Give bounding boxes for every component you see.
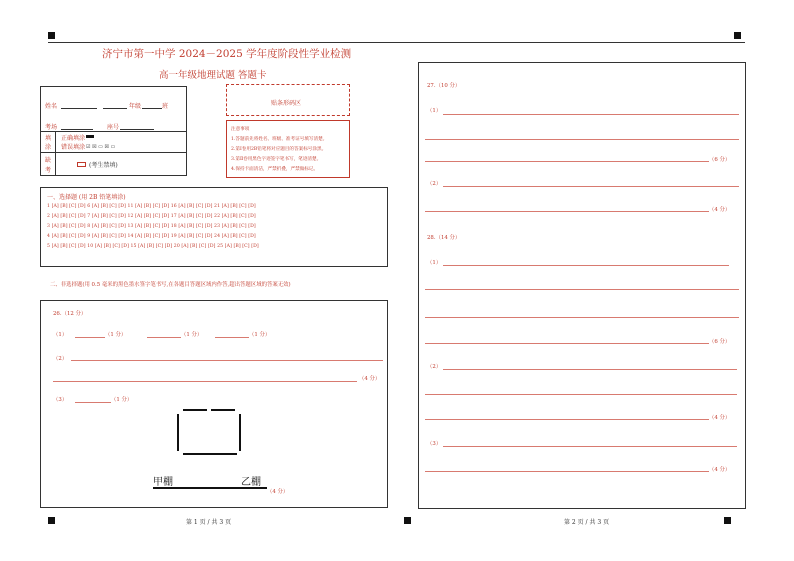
grade-field[interactable] bbox=[103, 108, 127, 109]
right-page-frame bbox=[418, 62, 746, 509]
name-field[interactable] bbox=[61, 108, 97, 109]
q28-part1-line-1[interactable] bbox=[443, 265, 729, 266]
q28-heading: 28.（14 分） bbox=[427, 235, 461, 241]
page-number-left: 第 1 页 / 共 3 页 bbox=[186, 519, 232, 526]
q26-part2-label: （2） bbox=[53, 356, 68, 362]
q26-part3-blank[interactable] bbox=[75, 402, 111, 403]
q28-part3-label: （3） bbox=[427, 441, 442, 447]
grade-label: 年级 bbox=[129, 103, 142, 110]
seat-label: 座号 bbox=[107, 124, 120, 131]
name-label: 姓名 bbox=[45, 103, 58, 110]
q28-part2-line-1[interactable] bbox=[443, 369, 737, 370]
note-item-2: 2.第Ⅰ卷用2B铅笔将对应题目的答案标号涂黑。 bbox=[231, 147, 327, 152]
q26-part3-label: （3） bbox=[53, 397, 68, 403]
note-item-1: 1.答题前先将姓名、班级、准考证号填写清楚。 bbox=[231, 137, 328, 142]
q28-part3-score: （4 分） bbox=[709, 467, 731, 473]
q26-heading: 26.（12 分） bbox=[53, 311, 87, 317]
choice-section-title: 一、选择题 (用 2B 铅笔填涂) bbox=[47, 194, 126, 201]
fill-label-2: 涂 bbox=[45, 144, 52, 151]
absent-note: (考生禁填) bbox=[89, 162, 118, 169]
q28-part1-line-2[interactable] bbox=[425, 289, 739, 290]
q26-blank-1-score: （1 分） bbox=[105, 332, 127, 338]
q27-heading: 27.（10 分） bbox=[427, 83, 461, 89]
corner-marker-bottom-center bbox=[404, 517, 411, 524]
corner-marker-top-left bbox=[48, 32, 55, 39]
choice-row-2[interactable]: 2 [A] [B] [C] [D] 7 [A] [B] [C] [D] 12 [A] [B] [C] [D] 17 [A] [B] [C] [D] 22 [A] [B] [C] [D] bbox=[47, 214, 256, 219]
q28-part1-score: （6 分） bbox=[709, 339, 731, 345]
q26-blank-2[interactable] bbox=[147, 337, 181, 338]
q28-part1-label: （1） bbox=[427, 260, 442, 266]
q26-part1-label: （1） bbox=[53, 332, 68, 338]
q27-part1-score: （6 分） bbox=[709, 157, 731, 163]
q28-part3-line-1[interactable] bbox=[443, 446, 737, 447]
q26-diagram-score: （4 分） bbox=[267, 489, 289, 495]
non-choice-section-title: 二、非选择题(用 0.5 毫米的黑色墨水签字笔书写,在各题目答题区域内作答,超出答题区域的答案无效) bbox=[50, 282, 291, 288]
card-subtitle: 高一年级地理试题 答题卡 bbox=[159, 70, 267, 81]
info-divider-1 bbox=[41, 131, 186, 132]
absent-label-2: 考 bbox=[45, 167, 52, 174]
q28-part2-label: （2） bbox=[427, 364, 442, 370]
diagram-top-left-bracket bbox=[183, 409, 207, 411]
fill-label-1: 填 bbox=[45, 135, 52, 142]
exam-room-label: 考场 bbox=[45, 124, 58, 131]
corner-marker-top-right bbox=[734, 32, 741, 39]
q27-part1-line-3[interactable] bbox=[425, 161, 709, 162]
q26-blank-1[interactable] bbox=[75, 337, 105, 338]
absent-column-divider bbox=[55, 152, 56, 176]
q26-part3-score: （1 分） bbox=[111, 397, 133, 403]
note-item-4: 4.保持卡面清洁，严禁折叠，严禁做标记。 bbox=[231, 167, 319, 172]
choice-row-5[interactable]: 5 [A] [B] [C] [D] 10 [A] [B] [C] [D] 15 [A] [B] [C] [D] 20 [A] [B] [C] [D] 25 [A] [B] [C] [D] bbox=[47, 244, 259, 249]
absent-label-1: 缺 bbox=[45, 157, 52, 164]
choice-row-1[interactable]: 1 [A] [B] [C] [D] 6 [A] [B] [C] [D] 11 [A] [B] [C] [D] 16 [A] [B] [C] [D] 21 [A] [B] [C] [D] bbox=[47, 204, 256, 209]
top-rule bbox=[48, 42, 745, 43]
greenhouse-a-label: 甲棚 bbox=[153, 477, 173, 488]
choice-section-box bbox=[40, 187, 388, 267]
student-info-box bbox=[40, 86, 187, 176]
page-number-right: 第 2 页 / 共 3 页 bbox=[564, 519, 610, 526]
q26-blank-3[interactable] bbox=[215, 337, 249, 338]
q28-part2-score: （4 分） bbox=[709, 415, 731, 421]
notes-title: 注意事项 bbox=[231, 127, 250, 132]
q27-part2-score: （4 分） bbox=[709, 207, 731, 213]
choice-row-4[interactable]: 4 [A] [B] [C] [D] 9 [A] [B] [C] [D] 14 [A] [B] [C] [D] 19 [A] [B] [C] [D] 24 [A] [B] [C] [D] bbox=[47, 234, 256, 239]
corner-marker-bottom-left bbox=[48, 517, 55, 524]
exam-room-field[interactable] bbox=[61, 129, 93, 130]
choice-row-3[interactable]: 3 [A] [B] [C] [D] 8 [A] [B] [C] [D] 13 [A] [B] [C] [D] 18 [A] [B] [C] [D] 23 [A] [B] [C] [D] bbox=[47, 224, 256, 229]
info-divider-2 bbox=[41, 152, 186, 153]
correct-fill-sample bbox=[86, 135, 94, 138]
diagram-right-wall bbox=[239, 414, 241, 451]
q26-blank-3-score: （1 分） bbox=[249, 332, 271, 338]
q27-part1-line-2[interactable] bbox=[425, 139, 739, 140]
absent-checkbox[interactable] bbox=[77, 162, 86, 167]
q28-part2-line-3[interactable] bbox=[425, 419, 709, 420]
q28-part1-line-3[interactable] bbox=[425, 317, 739, 318]
fill-column-divider bbox=[55, 131, 56, 152]
q28-part3-line-2[interactable] bbox=[425, 471, 709, 472]
wrong-fill-label: 错误填涂 bbox=[61, 144, 86, 151]
correct-fill-label: 正确填涂 bbox=[61, 135, 86, 142]
diagram-bottom-bracket bbox=[183, 453, 237, 455]
q26-blank-2-score: （1 分） bbox=[181, 332, 203, 338]
q27-part1-label: （1） bbox=[427, 108, 442, 114]
class-label: 班 bbox=[162, 103, 169, 110]
barcode-area bbox=[226, 84, 350, 116]
q26-part2-score: （4 分） bbox=[359, 376, 381, 382]
q27-part2-line-1[interactable] bbox=[443, 186, 739, 187]
q27-part2-line-2[interactable] bbox=[425, 211, 709, 212]
q27-part1-line-1[interactable] bbox=[443, 114, 739, 115]
q26-part2-line-2[interactable] bbox=[53, 381, 357, 382]
class-field[interactable] bbox=[142, 108, 162, 109]
q27-part2-label: （2） bbox=[427, 181, 442, 187]
wrong-fill-samples: ☑ ☒ ▭ ☒ ▭ bbox=[86, 144, 116, 150]
q26-box bbox=[40, 300, 388, 508]
seat-field[interactable] bbox=[120, 129, 154, 130]
greenhouse-b-label: 乙棚 bbox=[241, 477, 261, 488]
q28-part1-line-4[interactable] bbox=[425, 343, 709, 344]
diagram-left-wall bbox=[177, 414, 179, 451]
q28-part2-line-2[interactable] bbox=[425, 394, 737, 395]
school-title: 济宁市第一中学 2024－2025 学年度阶段性学业检测 bbox=[102, 48, 352, 60]
diagram-top-right-bracket bbox=[211, 409, 235, 411]
note-item-3: 3.第Ⅱ卷用黑色字迹签字笔书写，笔迹清楚。 bbox=[231, 157, 322, 162]
q26-part2-line-1[interactable] bbox=[71, 360, 383, 361]
notes-box bbox=[226, 120, 350, 178]
corner-marker-bottom-right bbox=[724, 517, 731, 524]
barcode-label: 贴条形码区 bbox=[271, 100, 302, 107]
